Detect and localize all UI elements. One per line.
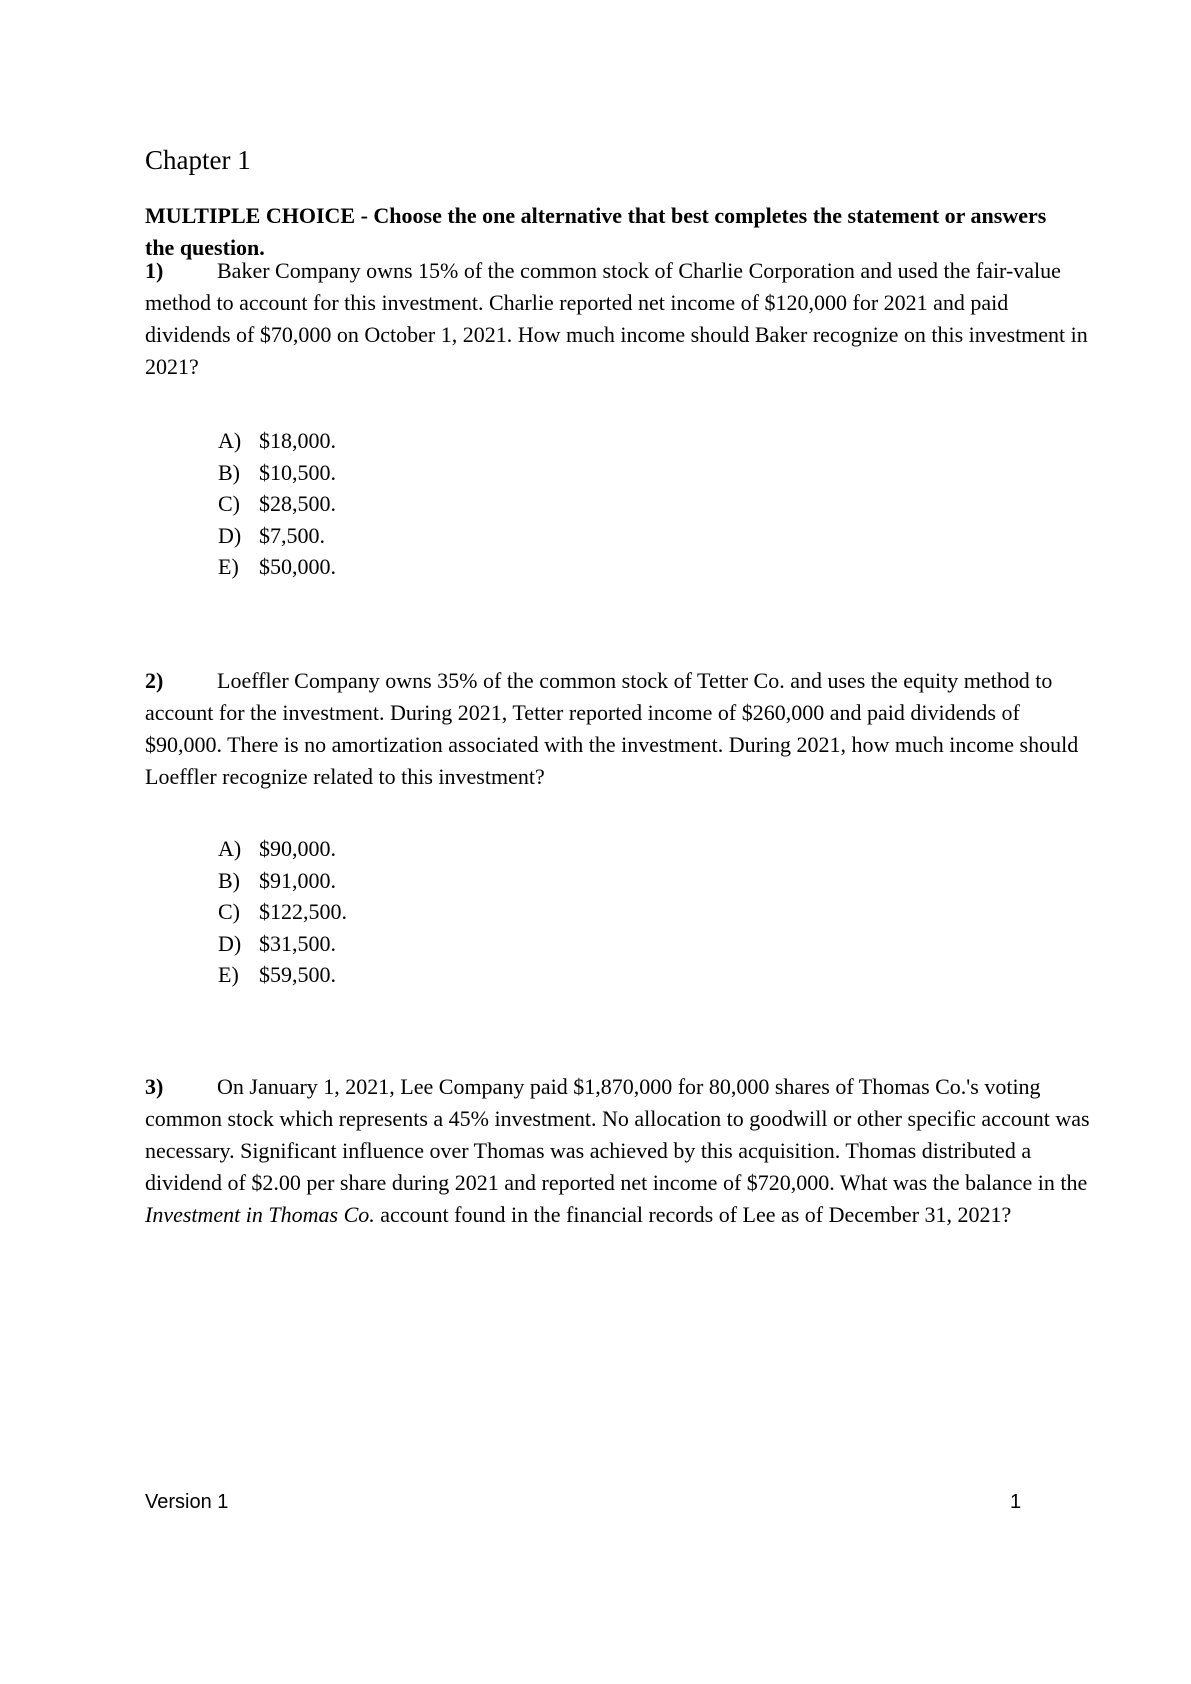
footer-version: Version 1 bbox=[145, 1491, 229, 1513]
choice-letter: D) bbox=[218, 522, 242, 548]
choice-item bbox=[218, 425, 336, 457]
choice-letter: E) bbox=[218, 962, 239, 987]
question-number: 2) bbox=[145, 668, 164, 693]
choice-item bbox=[218, 928, 347, 960]
choice-value: $91,000. bbox=[259, 867, 336, 893]
choice-item bbox=[218, 959, 347, 991]
instructions: MULTIPLE CHOICE - Choose the one alternative that best completes the statement or answers the question. bbox=[145, 203, 1047, 260]
choice-value: $50,000. bbox=[259, 554, 336, 579]
choice-value: $18,000. bbox=[259, 428, 336, 453]
choice-value: $122,500. bbox=[259, 899, 347, 924]
question-2-choices bbox=[218, 833, 347, 991]
choice-item bbox=[218, 833, 347, 865]
choice-value: $10,500. bbox=[259, 459, 336, 485]
question-1 bbox=[145, 255, 1090, 383]
choice-letter: A) bbox=[218, 428, 242, 453]
question-text bbox=[145, 1074, 1090, 1227]
choice-item bbox=[218, 457, 336, 489]
choice-value: $31,500. bbox=[259, 930, 336, 956]
chapter-title: Chapter 1 bbox=[145, 145, 251, 175]
choice-letter: B) bbox=[218, 867, 240, 893]
question-3 bbox=[145, 1071, 1090, 1231]
choice-letter: C) bbox=[218, 491, 240, 516]
choice-letter: C) bbox=[218, 899, 240, 924]
question-number: 1) bbox=[145, 258, 164, 283]
choice-value: $59,500. bbox=[259, 962, 336, 987]
choice-letter: E) bbox=[218, 554, 239, 579]
choice-item bbox=[218, 896, 347, 928]
choice-letter: D) bbox=[218, 930, 242, 956]
question-text-start: On January 1, 2021, Lee Company paid $1,870,000 for 80,000 shares of Thomas Co.'s voting common stock which represents a 45% investment. No allocation to goodwill or other specific account was necessary. Significant influence over Thomas was achieved by this acquisition. Thomas distributed a dividend of $2.00 per share during 2021 and reported net income of $720,000. What was the balance in the bbox=[145, 1074, 1090, 1195]
question-text-end: account found in the financial records of Lee as of December 31, 2021? bbox=[374, 1202, 1012, 1227]
choice-item bbox=[218, 488, 336, 520]
account-name-italic: Investment in Thomas Co. bbox=[145, 1202, 375, 1227]
choice-value: $90,000. bbox=[259, 836, 336, 861]
question-number: 3) bbox=[145, 1074, 164, 1099]
choice-value: $7,500. bbox=[259, 522, 325, 548]
choice-letter: A) bbox=[218, 836, 242, 861]
choice-item bbox=[218, 551, 336, 583]
footer-page-number: 1 bbox=[1010, 1491, 1022, 1513]
question-text: Loeffler Company owns 35% of the common stock of Tetter Co. and uses the equity method to account for the investment. During 2021, Tetter reported income of $260,000 and paid dividends of $90,000. There is no amortization associated with the investment. During 2021, how much income should Loeffler recognize related to this investment? bbox=[145, 668, 1079, 789]
choice-item bbox=[218, 520, 336, 552]
question-1-choices bbox=[218, 425, 336, 583]
choice-value: $28,500. bbox=[259, 491, 336, 516]
question-2 bbox=[145, 665, 1090, 793]
choice-item bbox=[218, 865, 347, 897]
question-text: Baker Company owns 15% of the common stock of Charlie Corporation and used the fair-value method to account for this investment. Charlie reported net income of $120,000 for 2021 and paid dividends of $70,000 on October 1, 2021. How much income should Baker recognize on this investment in 2021? bbox=[145, 258, 1088, 379]
choice-letter: B) bbox=[218, 459, 240, 485]
